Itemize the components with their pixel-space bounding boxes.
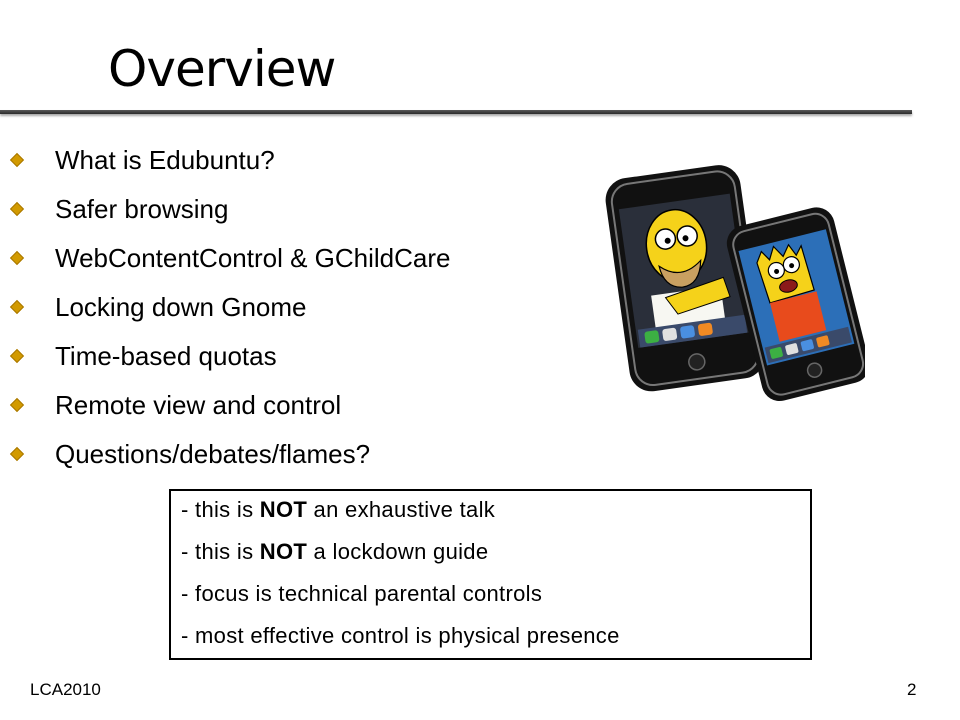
note-text: - this is xyxy=(181,497,260,522)
bullet-item xyxy=(0,287,600,327)
note-line xyxy=(181,497,495,523)
slide-title: Overview xyxy=(108,40,336,98)
diamond-bullet-icon xyxy=(10,300,24,314)
bullet-text: Locking down Gnome xyxy=(55,291,307,322)
note-line xyxy=(181,581,542,607)
diamond-bullet-icon xyxy=(10,202,24,216)
note-emphasis: NOT xyxy=(259,497,308,522)
diamond-bullet-icon xyxy=(10,447,24,461)
bullet-item xyxy=(0,189,600,229)
simpsons-phones-illustration xyxy=(603,163,865,403)
bullet-item xyxy=(0,336,600,376)
note-text: an exhaustive talk xyxy=(307,497,496,522)
note-emphasis: NOT xyxy=(259,539,308,564)
diamond-bullet-icon xyxy=(10,153,24,167)
bullet-text: Time-based quotas xyxy=(55,340,277,371)
notes-box xyxy=(169,489,812,660)
page-number: 2 xyxy=(907,680,917,699)
bullet-text: Safer browsing xyxy=(55,193,229,224)
bullet-text: WebContentControl & GChildCare xyxy=(55,242,451,273)
bullet-item xyxy=(0,238,600,278)
note-text: a lockdown guide xyxy=(307,539,489,564)
bullet-text: Remote view and control xyxy=(55,389,342,420)
note-text: - most effective control is physical presence xyxy=(181,623,620,648)
diamond-bullet-icon xyxy=(10,349,24,363)
diamond-bullet-icon xyxy=(10,398,24,412)
note-text: - focus is technical parental controls xyxy=(181,581,543,606)
title-divider xyxy=(0,110,912,114)
bullet-text: What is Edubuntu? xyxy=(55,144,275,175)
note-line xyxy=(181,623,620,649)
bullet-item xyxy=(0,140,600,180)
bullet-item xyxy=(0,434,600,474)
diamond-bullet-icon xyxy=(10,251,24,265)
footer-label: LCA2010 xyxy=(30,680,101,699)
note-text: - this is xyxy=(181,539,260,564)
bullet-text: Questions/debates/flames? xyxy=(55,438,371,469)
note-line xyxy=(181,539,488,565)
bullet-item xyxy=(0,385,600,425)
